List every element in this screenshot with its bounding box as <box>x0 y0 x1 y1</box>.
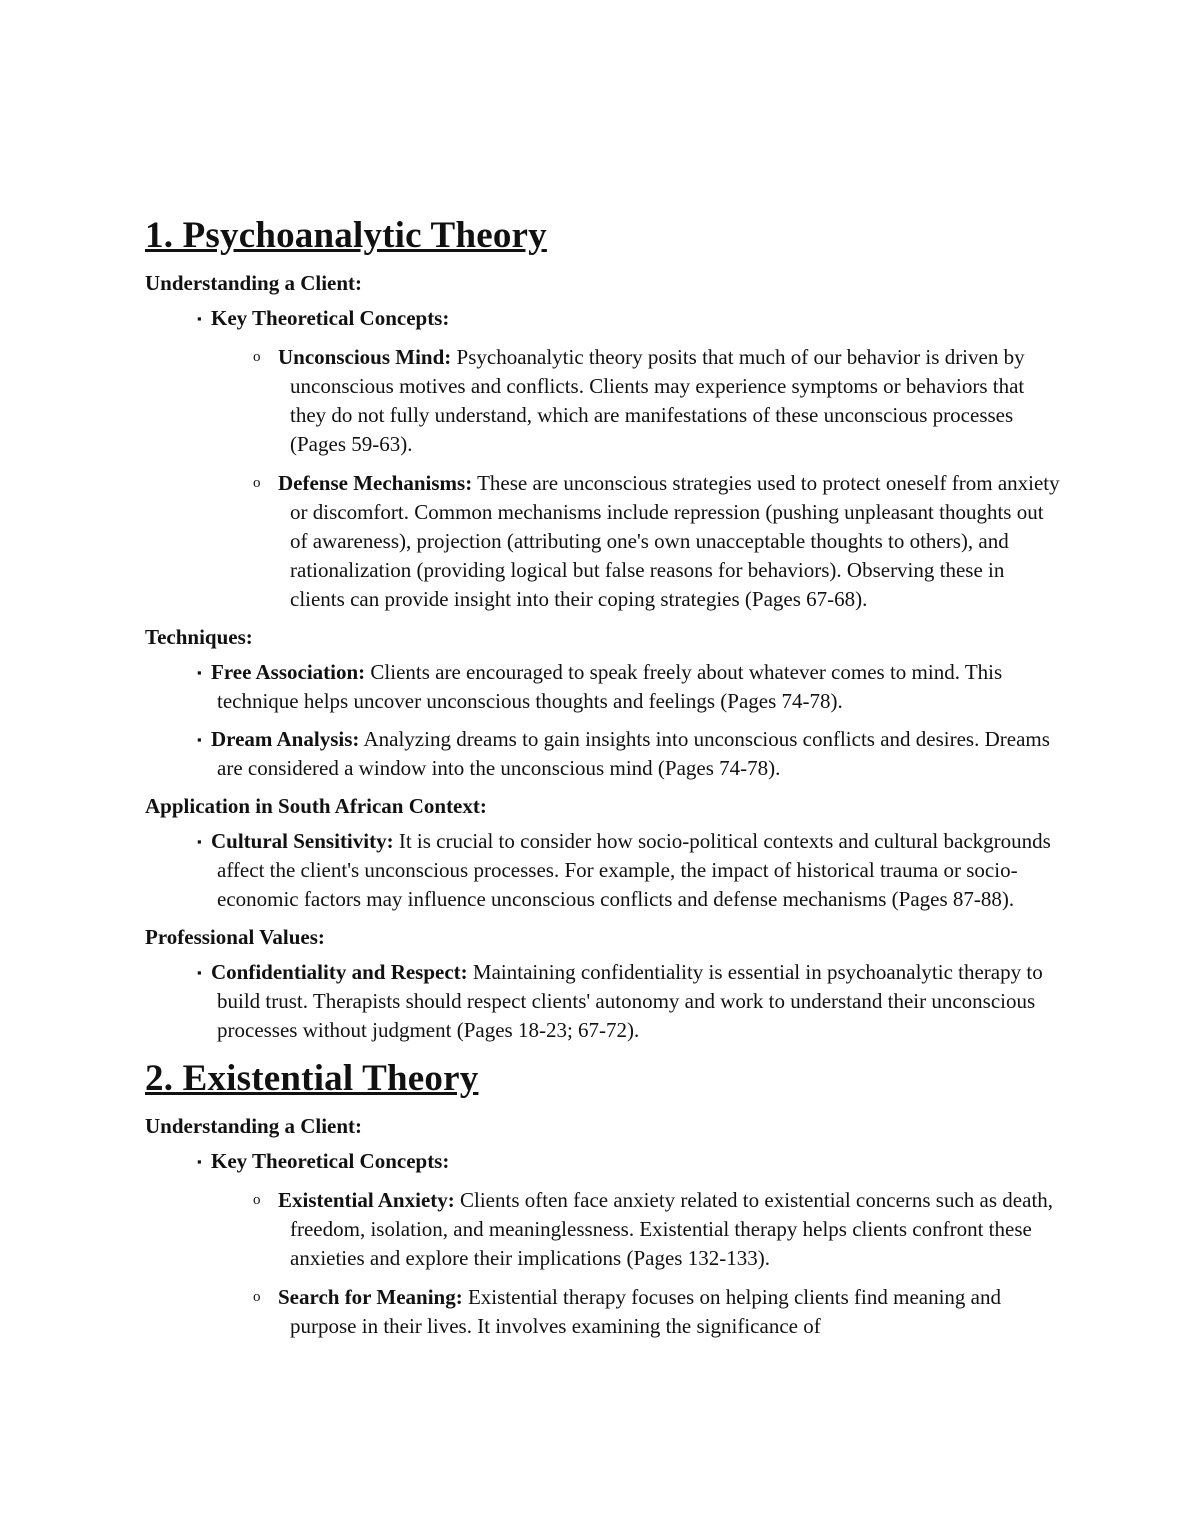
term: Search for Meaning: <box>278 1285 463 1309</box>
term: Defense Mechanisms: <box>278 471 473 495</box>
list-item <box>145 343 1060 459</box>
section-title: 1. Psychoanalytic Theory <box>145 215 547 256</box>
bullet-icon: ▪ <box>197 311 202 326</box>
circle-bullet-icon: o <box>253 475 261 491</box>
document-page <box>145 212 1060 1351</box>
term: Unconscious Mind: <box>278 345 452 369</box>
subheading-key-concepts: Key Theoretical Concepts: <box>211 1149 450 1173</box>
term: Dream Analysis: <box>211 727 360 751</box>
list-item <box>145 1147 1060 1176</box>
bullet-icon: ▪ <box>197 665 202 680</box>
section-title: 2. Existential Theory <box>145 1058 479 1099</box>
circle-bullet-icon: o <box>253 349 261 365</box>
subheading-understanding: Understanding a Client: <box>145 271 363 295</box>
term-description: Psychoanalytic theory posits that much of our behavior is driven by unconscious motives and conflicts. Clients may experience symptoms or behaviors that they do not fully understand, which are manifestations of these unconscious processes (Pages 59-63). <box>290 345 1025 456</box>
subheading-techniques: Techniques: <box>145 625 253 649</box>
sub-bullet-list <box>145 1186 1060 1341</box>
term: Existential Anxiety: <box>278 1188 455 1212</box>
term-description: Existential therapy focuses on helping clients find meaning and purpose in their lives. It involves examining the significance of <box>290 1285 1001 1338</box>
subheading-application: Application in South African Context: <box>145 794 487 818</box>
bullet-list <box>145 958 1060 1045</box>
bullet-icon: ▪ <box>197 1154 202 1169</box>
term-description: Maintaining confidentiality is essential in psychoanalytic therapy to build trust. Therapists should respect clients' autonomy and work to understand their unconscious processes without judgment (Pages 18-23; 67-72). <box>217 960 1043 1042</box>
subheading-key-concepts: Key Theoretical Concepts: <box>211 306 450 330</box>
term-description: Analyzing dreams to gain insights into unconscious conflicts and desires. Dreams are considered a window into the unconscious mind (Pages 74-78). <box>217 727 1050 780</box>
list-item <box>145 958 1060 1045</box>
bullet-list <box>145 304 1060 333</box>
bullet-list <box>145 658 1060 783</box>
subheading-understanding: Understanding a Client: <box>145 1114 363 1138</box>
bullet-icon: ▪ <box>197 834 202 849</box>
sub-bullet-list <box>145 343 1060 614</box>
list-item <box>145 827 1060 914</box>
list-item <box>145 1186 1060 1273</box>
bullet-icon: ▪ <box>197 965 202 980</box>
bullet-list <box>145 827 1060 914</box>
subheading-professional-values: Professional Values: <box>145 925 325 949</box>
circle-bullet-icon: o <box>253 1192 261 1208</box>
term: Free Association: <box>211 660 366 684</box>
list-item <box>145 725 1060 783</box>
term-description: Clients often face anxiety related to existential concerns such as death, freedom, isolation, and meaninglessness. Existential therapy helps clients confront these anxieties and explore their implications (Pages 132-133). <box>290 1188 1054 1270</box>
list-item <box>145 1283 1060 1341</box>
term: Cultural Sensitivity: <box>211 829 394 853</box>
list-item <box>145 469 1060 614</box>
list-item <box>145 658 1060 716</box>
term-description: These are unconscious strategies used to protect oneself from anxiety or discomfort. Common mechanisms include repression (pushing unpleasant thoughts out of awareness), projection (attributing one's own unacceptable thoughts to others), and rationalization (providing logical but false reasons for behaviors). Observing these in clients can provide insight into their coping strategies (Pages 67-68). <box>290 471 1060 611</box>
term-description: Clients are encouraged to speak freely about whatever comes to mind. This technique helps uncover unconscious thoughts and feelings (Pages 74-78). <box>217 660 1003 713</box>
term: Confidentiality and Respect: <box>211 960 468 984</box>
bullet-icon: ▪ <box>197 732 202 747</box>
list-item <box>145 304 1060 333</box>
bullet-list <box>145 1147 1060 1176</box>
circle-bullet-icon: o <box>253 1289 261 1305</box>
term-description: It is crucial to consider how socio-political contexts and cultural backgrounds affect the client's unconscious processes. For example, the impact of historical trauma or socio-economic factors may influence unconscious conflicts and defense mechanisms (Pages 87-88). <box>217 829 1051 911</box>
